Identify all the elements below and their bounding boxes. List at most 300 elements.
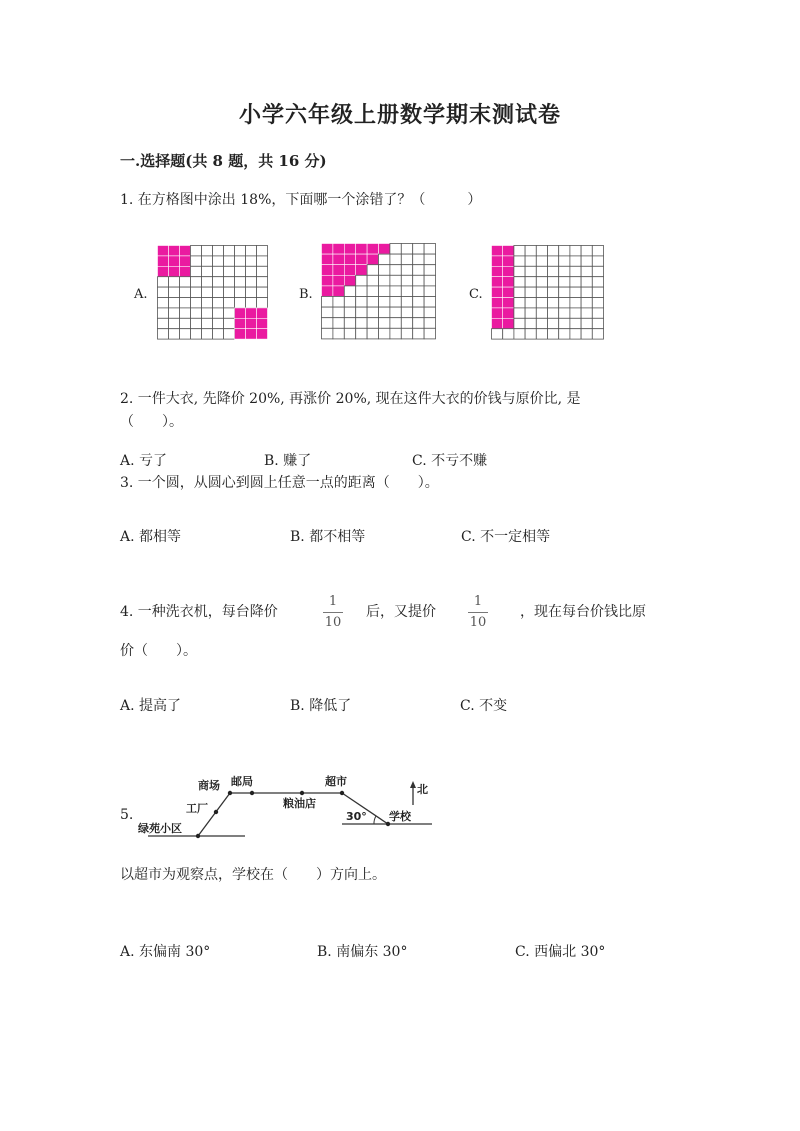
grid-cell <box>333 307 344 318</box>
grid-cell <box>158 277 169 287</box>
grid-cell <box>559 287 570 297</box>
grid-cell-filled <box>257 318 268 328</box>
grid-cell-filled <box>169 256 180 266</box>
grid-cell <box>581 266 592 276</box>
grid-cell-filled <box>158 266 169 276</box>
grid-cell-filled <box>503 308 514 318</box>
grid-cell <box>570 277 581 287</box>
grid-cell <box>180 318 191 328</box>
grid-cell <box>158 318 169 328</box>
grid-cell <box>257 298 268 308</box>
grid-cell <box>202 277 213 287</box>
grid-cell <box>224 277 235 287</box>
grid-cell <box>379 265 390 276</box>
grid-cell <box>559 277 570 287</box>
grid-cell <box>235 298 246 308</box>
grid-cell-filled <box>158 256 169 266</box>
grid-cell <box>413 286 424 297</box>
grid-cell <box>559 256 570 266</box>
grid-cell <box>581 298 592 308</box>
grid-cell <box>367 286 378 297</box>
question-5-option-a: A. 东偏南 30° <box>120 944 211 960</box>
grid-cell <box>235 277 246 287</box>
grid-cell <box>191 329 202 339</box>
grid-cell-filled <box>492 246 503 256</box>
question-5-text: 以超市为观察点，学校在（ ）方向上。 <box>120 867 386 883</box>
grid-cell <box>559 266 570 276</box>
grid-cell <box>367 275 378 286</box>
fraction-1-denominator: 10 <box>324 615 342 630</box>
grid-cell <box>322 307 333 318</box>
grid-cell <box>224 266 235 276</box>
label-angle: 30° <box>346 810 367 823</box>
grid-cell-filled <box>333 286 344 297</box>
grid-b <box>321 243 437 340</box>
grid-cell <box>570 256 581 266</box>
fraction-2-denominator: 10 <box>469 615 487 630</box>
question-2-option-c: C. 不亏不赚 <box>412 453 488 469</box>
grid-cell <box>158 329 169 339</box>
grid-cell <box>390 328 401 339</box>
grid-cell <box>401 244 412 255</box>
grid-cell <box>592 266 603 276</box>
grid-cell-filled <box>356 244 367 255</box>
grid-cell <box>570 308 581 318</box>
grid-cell-filled <box>492 318 503 328</box>
grid-cell <box>224 298 235 308</box>
question-4-option-c: C. 不变 <box>460 698 508 714</box>
grid-cell <box>333 297 344 308</box>
option-a-label: A. <box>134 287 148 302</box>
question-3-text: 3. 一个圆，从圆心到圆上任意一点的距离（ ）。 <box>120 475 439 491</box>
grid-cell <box>413 244 424 255</box>
grid-cell <box>224 318 235 328</box>
grid-cell <box>424 307 435 318</box>
grid-cell <box>492 329 503 339</box>
grid-cell <box>525 318 536 328</box>
grid-cell <box>390 318 401 329</box>
grid-cell <box>180 298 191 308</box>
grid-cell <box>180 308 191 318</box>
grid-cell <box>356 297 367 308</box>
grid-cell-filled <box>235 318 246 328</box>
grid-cell <box>401 275 412 286</box>
grid-cell <box>235 287 246 297</box>
grid-cell <box>224 287 235 297</box>
grid-cell-filled <box>169 266 180 276</box>
label-residence: 绿苑小区 <box>138 822 182 835</box>
grid-cell <box>413 307 424 318</box>
question-2-text-cont: （ ）。 <box>120 414 183 430</box>
grid-cell <box>169 318 180 328</box>
grid-cell <box>202 308 213 318</box>
grid-cell-filled <box>235 329 246 339</box>
grid-cell-filled <box>503 266 514 276</box>
grid-cell-filled <box>246 308 257 318</box>
grid-cell-filled <box>503 277 514 287</box>
question-4-text-b: 后，又提价 <box>366 604 436 620</box>
grid-cell <box>322 297 333 308</box>
option-c-label: C. <box>469 287 483 302</box>
grid-cell <box>202 329 213 339</box>
question-4-option-a: A. 提高了 <box>120 698 182 714</box>
grid-cell <box>581 308 592 318</box>
grid-cell <box>570 298 581 308</box>
grid-cell <box>570 246 581 256</box>
grid-cell <box>401 286 412 297</box>
grid-cell <box>525 298 536 308</box>
option-b-label: B. <box>299 287 313 302</box>
grid-cell <box>367 297 378 308</box>
grid-cell <box>514 308 525 318</box>
grid-cell <box>246 266 257 276</box>
grid-cell <box>213 308 224 318</box>
grid-cell <box>158 298 169 308</box>
grid-cell <box>424 328 435 339</box>
grid-cell <box>169 298 180 308</box>
question-4-text-c: ，现在每台价钱比原 <box>520 604 646 620</box>
grid-cell-filled <box>492 266 503 276</box>
grid-cell <box>191 246 202 256</box>
grid-cell-filled <box>322 244 333 255</box>
grid-cell <box>514 329 525 339</box>
grid-cell <box>536 256 547 266</box>
grid-cell-filled <box>503 318 514 328</box>
grid-cell-filled <box>492 298 503 308</box>
grid-cell <box>257 246 268 256</box>
grid-cell <box>158 308 169 318</box>
grid-cell-filled <box>180 246 191 256</box>
grid-cell <box>548 266 559 276</box>
question-2-text: 2. 一件大衣, 先降价 20%, 再涨价 20%, 现在这件大衣的价钱与原价比, 是 <box>120 391 581 407</box>
grid-cell <box>322 318 333 329</box>
grid-cell <box>333 328 344 339</box>
grid-cell <box>191 298 202 308</box>
grid-cell <box>191 287 202 297</box>
grid-cell <box>570 287 581 297</box>
grid-cell <box>536 318 547 328</box>
grid-cell-filled <box>322 275 333 286</box>
grid-cell <box>180 287 191 297</box>
grid-cell <box>559 246 570 256</box>
grid-cell <box>525 246 536 256</box>
grid-cell <box>169 329 180 339</box>
grid-cell <box>202 256 213 266</box>
grid-cell <box>548 308 559 318</box>
grid-cell <box>202 287 213 297</box>
grid-cell <box>570 318 581 328</box>
grid-cell-filled <box>180 256 191 266</box>
question-2-option-b: B. 赚了 <box>264 453 312 469</box>
grid-cell-filled <box>333 275 344 286</box>
grid-cell-filled <box>492 287 503 297</box>
grid-cell <box>213 298 224 308</box>
question-5-option-b: B. 南偏东 30° <box>317 944 408 960</box>
grid-cell <box>592 318 603 328</box>
grid-cell <box>224 256 235 266</box>
grid-cell <box>536 266 547 276</box>
grid-cell <box>514 277 525 287</box>
grid-cell <box>202 298 213 308</box>
grid-cell <box>213 318 224 328</box>
grid-cell <box>401 307 412 318</box>
grid-cell <box>344 328 355 339</box>
grid-cell <box>401 297 412 308</box>
grid-cell-filled <box>235 308 246 318</box>
factory-point <box>214 810 218 814</box>
grid-cell <box>213 287 224 297</box>
grid-cell <box>424 275 435 286</box>
section-heading: 一.选择题(共 8 题，共 16 分) <box>120 152 327 170</box>
grid-cell-filled <box>492 277 503 287</box>
grid-cell <box>525 308 536 318</box>
grid-cell <box>246 298 257 308</box>
grid-cell <box>356 318 367 329</box>
question-1-text: 1. 在方格图中涂出 18%，下面哪一个涂错了？（ ） <box>120 192 482 208</box>
grid-cell <box>413 265 424 276</box>
label-grain: 粮油店 <box>283 797 316 810</box>
grid-cell <box>344 307 355 318</box>
grid-cell <box>401 328 412 339</box>
grid-cell <box>257 277 268 287</box>
grid-cell-filled <box>246 329 257 339</box>
grid-cell <box>548 256 559 266</box>
grid-cell-filled <box>492 256 503 266</box>
grid-cell <box>413 318 424 329</box>
grid-cell <box>413 254 424 265</box>
grid-cell <box>390 286 401 297</box>
grid-cell <box>246 287 257 297</box>
grid-cell-filled <box>158 246 169 256</box>
grid-cell <box>536 287 547 297</box>
grid-cell <box>169 277 180 287</box>
grid-cell <box>191 266 202 276</box>
grid-cell-filled <box>333 254 344 265</box>
grid-cell <box>246 277 257 287</box>
grid-cell <box>548 329 559 339</box>
grid-cell-filled <box>333 265 344 276</box>
grid-cell <box>202 266 213 276</box>
question-4-option-b: B. 降低了 <box>290 698 352 714</box>
grid-cell-filled <box>344 275 355 286</box>
grid-cell <box>213 256 224 266</box>
grid-cell-filled <box>322 286 333 297</box>
grid-cell <box>424 318 435 329</box>
grain-point <box>300 791 304 795</box>
grid-cell <box>158 287 169 297</box>
grid-cell <box>344 297 355 308</box>
grid-cell <box>379 286 390 297</box>
grid-cell <box>379 307 390 318</box>
mall-point <box>228 791 232 795</box>
supermarket-point <box>340 791 344 795</box>
grid-cell <box>202 318 213 328</box>
grid-cell <box>401 318 412 329</box>
grid-cell <box>322 328 333 339</box>
grid-cell <box>390 254 401 265</box>
grid-cell <box>401 254 412 265</box>
grid-cell <box>367 265 378 276</box>
grid-cell-filled <box>356 265 367 276</box>
grid-cell <box>379 297 390 308</box>
route-map <box>130 770 440 840</box>
grid-cell <box>548 318 559 328</box>
grid-cell-filled <box>379 244 390 255</box>
grid-cell <box>570 329 581 339</box>
grid-cell <box>514 266 525 276</box>
grid-cell <box>514 287 525 297</box>
grid-cell-filled <box>492 308 503 318</box>
fraction-1 <box>321 594 345 631</box>
question-2-option-a: A. 亏了 <box>120 453 168 469</box>
label-school: 学校 <box>389 810 411 823</box>
grid-cell <box>424 286 435 297</box>
grid-cell <box>503 329 514 339</box>
grid-cell <box>548 246 559 256</box>
grid-cell <box>548 287 559 297</box>
grid-cell <box>424 254 435 265</box>
label-post: 邮局 <box>231 775 253 788</box>
grid-cell <box>401 265 412 276</box>
grid-cell <box>344 286 355 297</box>
grid-cell <box>413 297 424 308</box>
grid-cell <box>413 328 424 339</box>
grid-cell <box>581 246 592 256</box>
grid-cell <box>581 277 592 287</box>
question-4-text-cont: 价（ ）。 <box>120 643 197 659</box>
grid-cell <box>536 246 547 256</box>
grid-cell <box>213 266 224 276</box>
question-3-option-b: B. 都不相等 <box>290 529 366 545</box>
grid-cell <box>514 298 525 308</box>
grid-cell-filled <box>322 254 333 265</box>
grid-cell <box>424 244 435 255</box>
label-factory: 工厂 <box>186 802 208 815</box>
grid-cell <box>257 266 268 276</box>
grid-cell <box>536 298 547 308</box>
grid-cell <box>548 277 559 287</box>
grid-cell <box>333 318 344 329</box>
angle-arc <box>374 816 376 824</box>
grid-cell <box>559 329 570 339</box>
grid-cell-filled <box>503 298 514 308</box>
grid-cell <box>235 246 246 256</box>
grid-cell <box>367 307 378 318</box>
grid-cell <box>224 308 235 318</box>
grid-cell <box>356 307 367 318</box>
grid-cell <box>169 308 180 318</box>
grid-cell <box>525 277 536 287</box>
grid-cell-filled <box>257 308 268 318</box>
grid-cell-filled <box>180 266 191 276</box>
grid-cell <box>559 298 570 308</box>
grid-cell <box>379 254 390 265</box>
grid-cell <box>413 275 424 286</box>
grid-cell <box>581 287 592 297</box>
grid-cell <box>559 308 570 318</box>
grid-cell <box>235 256 246 266</box>
grid-cell <box>390 275 401 286</box>
grid-cell <box>379 328 390 339</box>
grid-cell <box>581 318 592 328</box>
grid-cell <box>525 329 536 339</box>
grid-cell <box>559 318 570 328</box>
grid-cell <box>202 246 213 256</box>
grid-cell <box>257 256 268 266</box>
grid-cell <box>224 329 235 339</box>
post-point <box>250 791 254 795</box>
grid-cell <box>390 244 401 255</box>
residence-point <box>196 834 200 838</box>
grid-cell-filled <box>246 318 257 328</box>
grid-cell-filled <box>367 244 378 255</box>
label-supermarket: 超市 <box>325 775 347 788</box>
grid-cell <box>525 287 536 297</box>
grid-cell-filled <box>344 254 355 265</box>
grid-cell <box>367 318 378 329</box>
grid-cell <box>191 256 202 266</box>
grid-cell <box>424 265 435 276</box>
grid-cell <box>536 329 547 339</box>
grid-cell <box>548 298 559 308</box>
grid-cell <box>246 256 257 266</box>
grid-cell <box>344 318 355 329</box>
question-5-option-c: C. 西偏北 30° <box>515 944 606 960</box>
grid-cell-filled <box>344 244 355 255</box>
question-4-text-a: 4. 一种洗衣机，每台降价 <box>120 604 278 620</box>
grid-cell <box>390 297 401 308</box>
grid-cell-filled <box>344 265 355 276</box>
grid-cell-filled <box>257 329 268 339</box>
grid-cell <box>592 287 603 297</box>
label-mall: 商场 <box>198 779 220 792</box>
grid-cell <box>213 246 224 256</box>
grid-cell <box>379 318 390 329</box>
fraction-2 <box>466 594 490 631</box>
grid-cell <box>514 318 525 328</box>
grid-cell <box>257 287 268 297</box>
fraction-2-numerator: 1 <box>473 594 483 609</box>
grid-cell <box>390 265 401 276</box>
grid-cell <box>592 308 603 318</box>
grid-cell-filled <box>333 244 344 255</box>
grid-cell <box>514 256 525 266</box>
grid-cell <box>592 256 603 266</box>
grid-cell <box>213 329 224 339</box>
grid-cell-filled <box>367 254 378 265</box>
grid-cell-filled <box>503 246 514 256</box>
grid-cell <box>581 256 592 266</box>
grid-cell <box>592 298 603 308</box>
grid-cell <box>213 277 224 287</box>
grid-cell <box>191 308 202 318</box>
grid-cell <box>180 277 191 287</box>
grid-cell <box>592 246 603 256</box>
grid-cell <box>224 246 235 256</box>
grid-cell <box>592 277 603 287</box>
grid-cell <box>581 329 592 339</box>
question-5-number: 5. <box>120 807 134 823</box>
grid-cell <box>356 286 367 297</box>
question-3-option-c: C. 不一定相等 <box>461 529 551 545</box>
grid-cell <box>235 266 246 276</box>
grid-cell <box>424 297 435 308</box>
north-arrow-icon <box>410 781 416 788</box>
grid-c <box>491 245 604 340</box>
grid-cell <box>356 275 367 286</box>
grid-cell-filled <box>503 287 514 297</box>
grid-cell <box>592 329 603 339</box>
